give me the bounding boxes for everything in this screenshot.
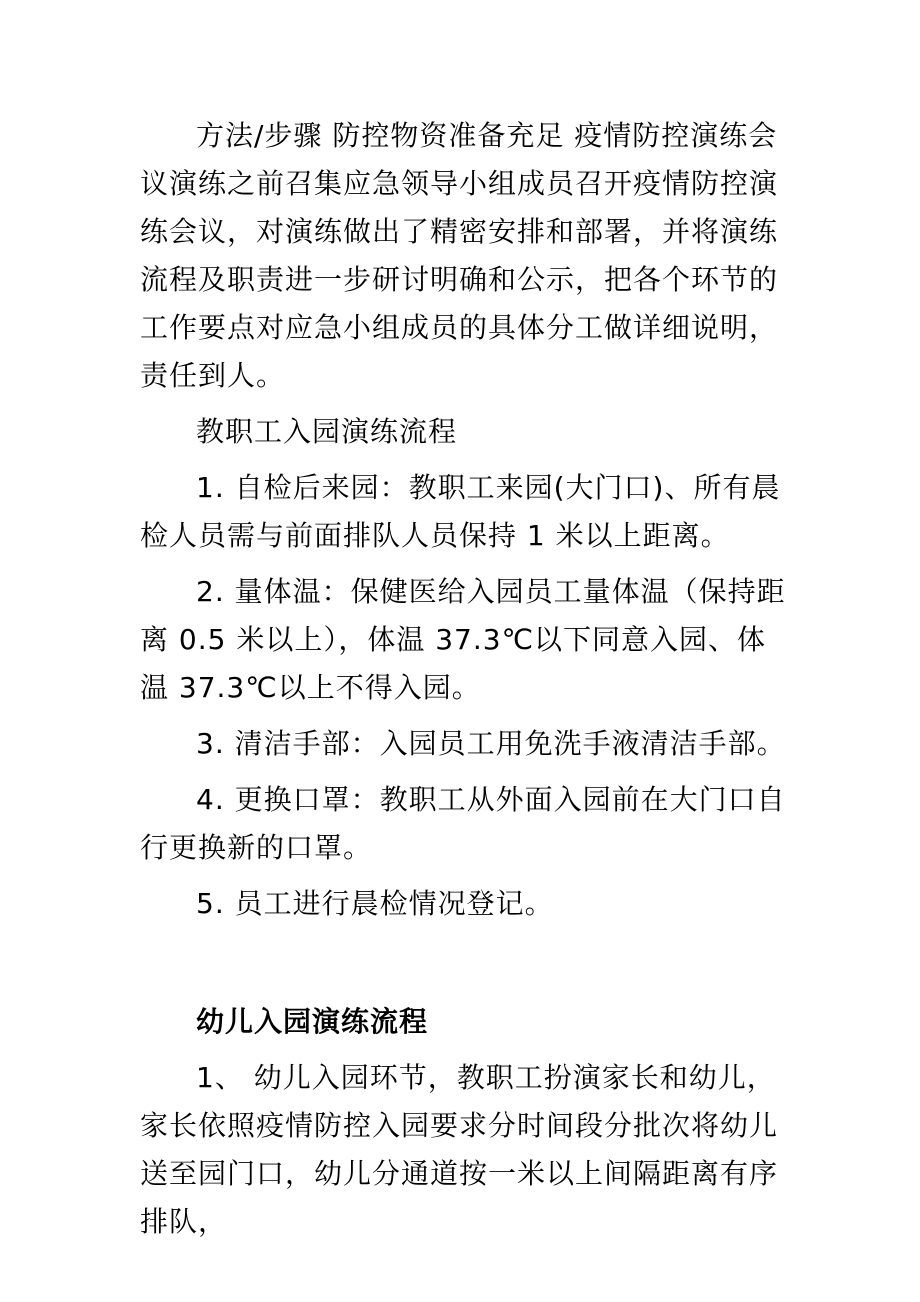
staff-step-5: 5. 员工进行晨检情况登记。 bbox=[196, 887, 554, 920]
staff-entry-heading: 教职工入园演练流程 bbox=[196, 415, 458, 448]
staff-step-3: 3. 清洁手部：入园员工用免洗手液清洁手部。 bbox=[196, 727, 786, 760]
staff-step-1: 1. 自检后来园：教职工来园(大门口)、所有晨检人员需与前面排队人员保持 1 米以上距离。 bbox=[140, 471, 781, 552]
child-step-1: 1、 幼儿入园环节，教职工扮演家长和幼儿，家长依照疫情防控入园要求分时间段分批次将幼儿送至园门口，幼儿分通道按一米以上间隔距离有序排队， bbox=[140, 1061, 779, 1238]
intro-paragraph: 方法/步骤 防控物资准备充足 疫情防控演练会议演练之前召集应急领导小组成员召开疫情防控演练会议，对演练做出了精密安排和部署，并将演练流程及职责进一步研讨明确和公示，把各个环节的工作要点对应急小组成员的具体分工做详细说明，责任到人。 bbox=[140, 119, 779, 392]
staff-step-4: 4. 更换口罩：教职工从外面入园前在大门口自行更换新的口罩。 bbox=[140, 783, 786, 864]
child-entry-heading: 幼儿入园演练流程 bbox=[196, 1005, 429, 1038]
staff-step-2: 2. 量体温：保健医给入园员工量体温（保持距离 0.5 米以上），体温 37.3℃以下同意入园、体温 37.3℃以上不得入园。 bbox=[140, 575, 786, 704]
document-page bbox=[140, 112, 790, 1246]
